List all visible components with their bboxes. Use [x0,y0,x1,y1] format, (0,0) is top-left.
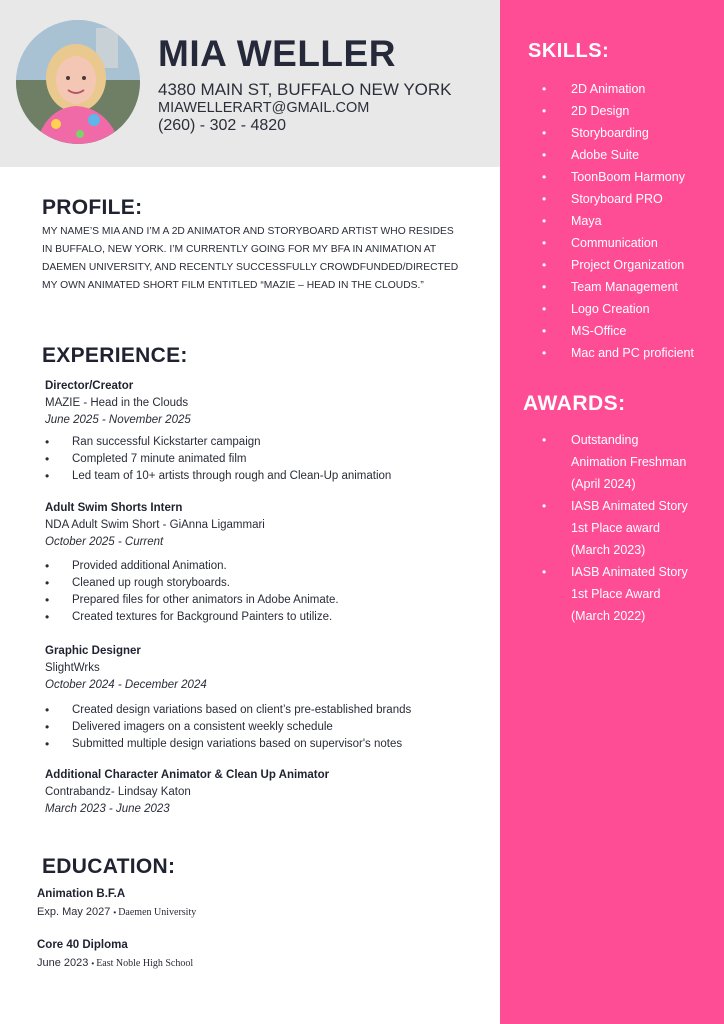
job-dates: June 2025 - November 2025 [45,414,191,426]
award-item [542,561,722,627]
skill-item: • Maya [542,210,722,232]
skill-item: • Storyboarding [542,122,722,144]
education-heading: EDUCATION: [42,855,176,878]
job-bullet: • Prepared files for other animators in Adobe Animate. [45,592,485,609]
award-line: Animation Freshman [571,455,687,469]
education-details [37,955,457,972]
job-bullets [45,702,485,753]
profile-photo [16,20,140,144]
skills-heading: SKILLS: [528,40,610,62]
education-degree: Animation B.F.A [37,888,126,900]
award-date: (April 2024) [571,477,636,491]
skills-list [542,78,722,364]
award-line: 1st Place award [571,521,660,535]
job-dates: October 2025 - Current [45,536,164,548]
job-title: Additional Character Animator & Clean Up Animator [45,769,330,781]
job-entry [45,643,485,753]
job-bullets [45,434,485,485]
awards-list [542,429,722,627]
job-bullets [45,558,485,626]
education-school: Daemen University [118,907,197,918]
bullet-separator: • [91,959,95,968]
job-entry [45,500,485,626]
skill-item: • ToonBoom Harmony [542,166,722,188]
award-date: (March 2022) [571,609,646,623]
job-organization: MAZIE - Head in the Clouds [45,397,189,409]
job-bullet: • Created textures for Background Painters to utilize. [45,609,485,626]
education-date: Exp. May 2027 [37,906,111,918]
phone: (260) - 302 - 4820 [158,117,287,134]
award-date: (March 2023) [571,543,646,557]
job-bullet: • Ran successful Kickstarter campaign [45,434,485,451]
job-entry [45,378,485,485]
skill-item: • 2D Design [542,100,722,122]
education-school: East Noble High School [96,958,194,969]
job-bullet: • Led team of 10+ artists through rough and Clean-Up animation [45,468,485,485]
job-bullet: • Provided additional Animation. [45,558,485,575]
skill-item: • Storyboard PRO [542,188,722,210]
skill-item: • Project Organization [542,254,722,276]
job-bullet: • Cleaned up rough storyboards. [45,575,485,592]
education-degree: Core 40 Diploma [37,939,128,951]
award-line: • IASB Animated Story [571,565,688,579]
skill-item: • Adobe Suite [542,144,722,166]
education-details [37,904,457,921]
job-bullet: • Completed 7 minute animated film [45,451,485,468]
education-date: June 2023 [37,957,89,969]
award-line: 1st Place Award [571,587,661,601]
job-dates: October 2024 - December 2024 [45,679,207,691]
email: MIAWELLERART@GMAIL.COM [158,100,370,116]
job-organization: Contrabandz- Lindsay Katon [45,786,191,798]
job-bullet: • Created design variations based on client’s pre-established brands [45,702,485,719]
job-title: Graphic Designer [45,645,141,657]
skill-item: • Team Management [542,276,722,298]
award-line: • Outstanding [571,433,639,447]
address: 4380 MAIN ST, BUFFALO NEW YORK [158,80,452,99]
profile-photo-illustration [16,20,140,144]
award-item [542,495,722,561]
skill-item: • Mac and PC proficient [542,342,722,364]
applicant-name: MIA WELLER [158,33,396,74]
sidebar [500,0,724,1024]
job-bullet: • Delivered imagers on a consistent weekly schedule [45,719,485,736]
skill-item: • MS-Office [542,320,722,342]
job-dates: March 2023 - June 2023 [45,803,170,815]
job-organization: NDA Adult Swim Short - GiAnna Ligammari [45,519,265,531]
education-entry [37,886,457,921]
job-bullet: • Submitted multiple design variations based on supervisor's notes [45,736,485,753]
experience-heading: EXPERIENCE: [42,344,188,367]
job-title: Adult Swim Shorts Intern [45,502,183,514]
award-line: • IASB Animated Story [571,499,688,513]
awards-heading: AWARDS: [523,392,626,415]
job-entry [45,767,485,818]
skill-item: • Communication [542,232,722,254]
job-organization: SlightWrks [45,662,100,674]
skill-item: • Logo Creation [542,298,722,320]
profile-text: MY NAME’S MIA AND I’M A 2D ANIMATOR AND STORYBOARD ARTIST WHO RESIDES IN BUFFALO, NEW YORK. I’M CURRENTLY GOING FOR MY BFA IN ANIMATION AT DAEMEN UNIVERSITY, AND RECENTLY SUCCESSFULLY CROWDFUNDED/DIRECTED MY OWN ANIMATED SHORT FILM ENTITLED “MAZIE – HEAD IN THE CLOUDS.” [42,226,459,291]
skill-item: • 2D Animation [542,78,722,100]
profile-heading: PROFILE: [42,196,143,219]
award-item [542,429,722,495]
education-entry [37,937,457,972]
job-title: Director/Creator [45,380,134,392]
bullet-separator: • [113,908,117,917]
